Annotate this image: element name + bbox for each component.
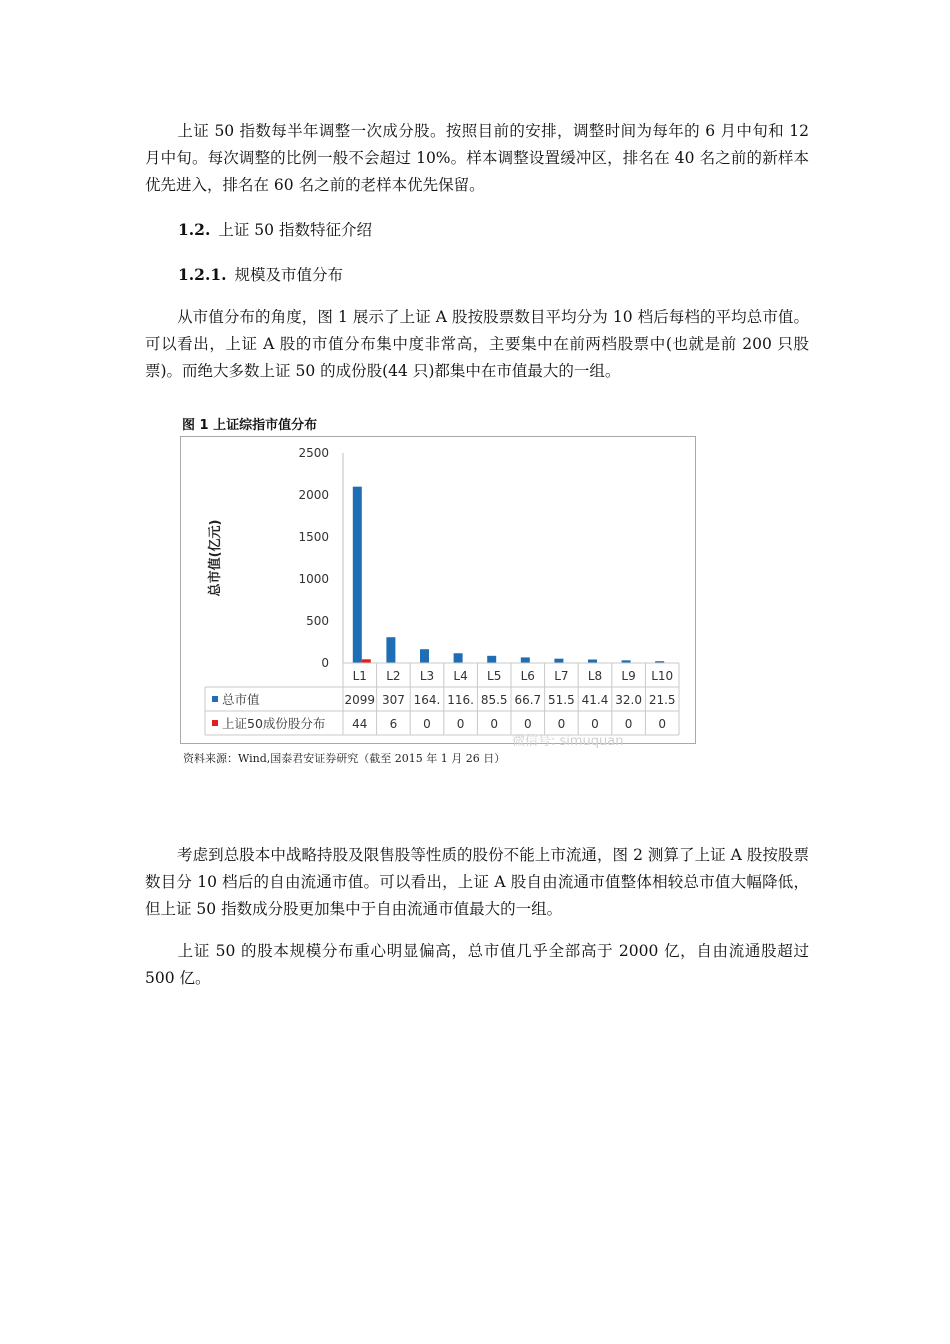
figure-title: 图 1 上证综指市值分布 — [182, 418, 318, 433]
subsection-number: 1.2.1. — [178, 265, 227, 284]
bar-total-market-cap — [420, 649, 429, 663]
data-label: 2099 — [344, 693, 376, 707]
watermark-text: 微信号: simuquan — [512, 734, 624, 749]
bar-sse50-constituents — [362, 659, 371, 663]
x-tick-label: L5 — [487, 669, 502, 683]
x-tick-label: L10 — [651, 669, 674, 683]
y-axis-label: 总市值(亿元) — [208, 519, 223, 597]
y-tick-label: 500 — [306, 614, 329, 628]
data-label: 0 — [423, 717, 431, 731]
data-label: 0 — [456, 717, 465, 731]
x-tick-label: L8 — [587, 669, 603, 683]
y-tick-label: 1500 — [298, 530, 329, 544]
data-label: 0 — [658, 717, 667, 731]
section-number: 1.2. — [178, 220, 211, 239]
bar-total-market-cap — [454, 653, 463, 663]
legend-entry: 上证50成份股分布 — [222, 716, 326, 731]
paragraph-scale-conclusion: 上证 50 的股本规模分布重心明显偏高，总市值几乎全部高于 2000 亿，自由流通股超过 500 亿。 — [145, 942, 809, 987]
data-label: 0 — [624, 717, 633, 731]
bar-total-market-cap — [588, 660, 597, 663]
x-tick-label: L9 — [621, 669, 636, 683]
data-label: 6 — [389, 717, 398, 731]
data-label: 21.5 — [648, 693, 676, 707]
data-label: 0 — [490, 717, 499, 731]
y-tick-label: 0 — [321, 656, 329, 670]
data-label: 85.5 — [480, 693, 508, 707]
x-tick-label: L6 — [520, 669, 535, 683]
data-label: 116. — [447, 693, 474, 707]
chart-frame — [180, 436, 696, 744]
bar-total-market-cap — [487, 656, 496, 663]
paragraph-free-float: 考虑到总股本中战略持股及限售股等性质的股份不能上市流通，图 2 测算了上证 A 股按股票数目分 10 档后的自由流通市值。可以看出，上证 A 股自由流通市值整体相较总市值大幅降低，但上证 50 指数成分股更加集中于自由流通市值最大的一组。 — [145, 846, 809, 918]
y-tick-label: 1000 — [298, 572, 329, 586]
x-tick-label: L4 — [453, 669, 468, 683]
legend-swatch — [212, 696, 218, 702]
x-tick-label: L3 — [419, 669, 435, 683]
bar-chart — [181, 437, 697, 745]
bar-total-market-cap — [386, 637, 395, 663]
data-label: 41.4 — [581, 693, 609, 707]
section-heading-1-2 — [178, 218, 372, 240]
figure-source: 资料来源：Wind,国泰君安证券研究（截至 2015 年 1 月 26 日） — [183, 752, 506, 765]
legend-entry: 总市值 — [222, 692, 260, 707]
bar-total-market-cap — [353, 487, 362, 663]
section-heading-1-2-1 — [178, 263, 343, 285]
x-tick-label: L1 — [352, 669, 367, 683]
data-label: 0 — [557, 717, 566, 731]
bar-total-market-cap — [521, 657, 530, 663]
data-label: 66.7 — [514, 693, 542, 707]
paragraph-index-adjustment: 上证 50 指数每半年调整一次成分股。按照目前的安排，调整时间为每年的 6 月中旬和 12 月中旬。每次调整的比例一般不会超过 10%。样本调整设置缓冲区，排名在 40 名之前的新样本优先进入，排名在 60 名之前的老样本优先保留。 — [145, 122, 809, 194]
x-tick-label: L2 — [386, 669, 401, 683]
subsection-title: 规模及市值分布 — [234, 266, 344, 284]
data-label: 44 — [352, 717, 368, 731]
data-label: 0 — [591, 717, 599, 731]
y-tick-label: 2500 — [298, 446, 329, 460]
paragraph-market-cap-distribution: 从市值分布的角度，图 1 展示了上证 A 股按股票数目平均分为 10 档后每档的平均总市值。可以看出，上证 A 股的市值分布集中度非常高，主要集中在前两档股票中(也就是前 200 只股票)。而绝大多数上证 50 的成份股(44 只)都集中在市值最大的一组。 — [145, 308, 809, 380]
data-label: 164. — [413, 693, 441, 707]
data-label: 307 — [381, 693, 405, 707]
x-tick-label: L7 — [554, 669, 569, 683]
data-label: 32.0 — [615, 693, 642, 707]
data-label: 0 — [523, 717, 532, 731]
data-label: 51.5 — [548, 693, 575, 707]
legend-swatch — [212, 720, 218, 726]
section-title: 上证 50 指数特征介绍 — [218, 221, 372, 239]
bar-total-market-cap — [554, 659, 563, 663]
y-tick-label: 2000 — [298, 488, 329, 502]
